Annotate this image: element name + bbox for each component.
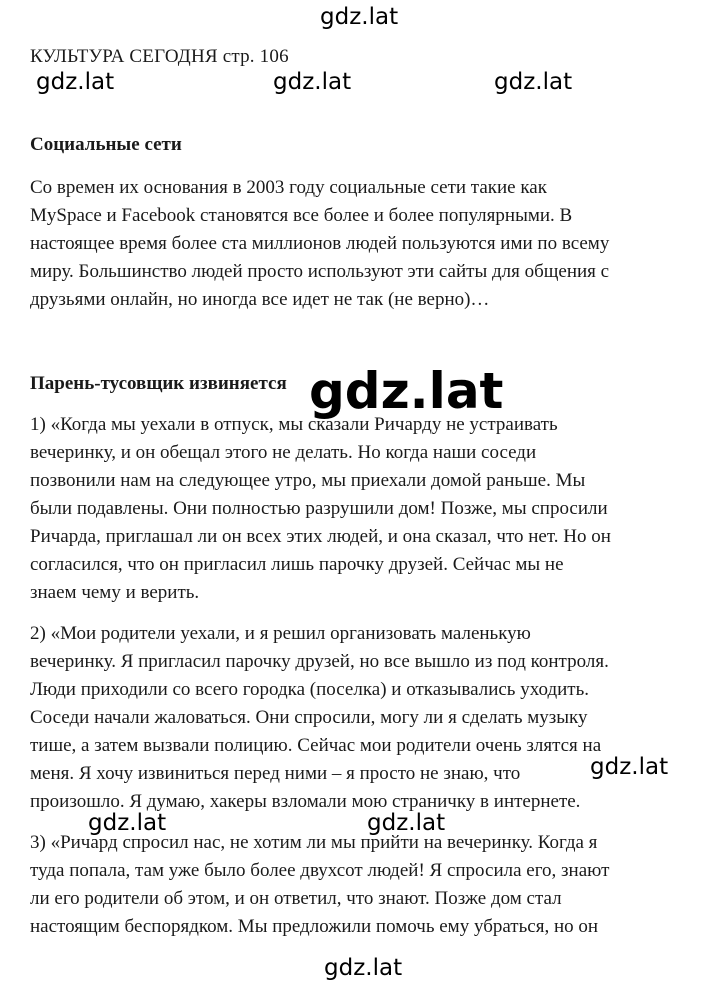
text-line: миру. Большинство людей просто используют эти сайты для общения с bbox=[30, 261, 610, 282]
watermark-row1-left: gdz.lat bbox=[36, 69, 115, 95]
text-line: позвонили нам на следующее утро, мы приехали домой раньше. Мы bbox=[30, 470, 586, 491]
paragraph-3 bbox=[30, 829, 690, 941]
text-line: MySpace и Facebook становятся все более и более популярными. В bbox=[30, 205, 573, 226]
text-line: туда попала, там уже было более двухсот людей! Я спросила его, знают bbox=[30, 860, 610, 881]
watermark-row2-center: gdz.lat bbox=[367, 810, 446, 836]
text-line: Со времен их основания в 2003 году социальные сети такие как bbox=[30, 177, 547, 198]
text-line: Ричарда, приглашал ли он всех этих людей, и она сказал, что нет. Но он bbox=[30, 526, 611, 547]
watermark-large: gdz.lat bbox=[309, 362, 504, 420]
text-line: настоящее время более ста миллионов людей пользуются ими по всему bbox=[30, 233, 610, 254]
text-line: ли его родители об этом, и он ответил, что знают. Позже дом стал bbox=[30, 888, 562, 909]
text-line: 2) «Мои родители уехали, и я решил организовать маленькую bbox=[30, 623, 531, 644]
section-heading-social-networks: Социальные сети bbox=[30, 134, 182, 155]
text-line: настоящим беспорядком. Мы предложили помочь ему убраться, но он bbox=[30, 916, 599, 937]
section-heading-party-boy: Парень-тусовщик извиняется bbox=[30, 373, 287, 394]
text-line: друзьями онлайн, но иногда все идет не так (не верно)… bbox=[30, 289, 490, 310]
watermark-row1-center: gdz.lat bbox=[273, 69, 352, 95]
text-line: произошло. Я думаю, хакеры взломали мою страничку в интернете. bbox=[30, 791, 581, 812]
text-line: тише, а затем вызвали полицию. Сейчас мои родители очень злятся на bbox=[30, 735, 602, 756]
text-line: согласился, что он пригласил лишь парочку друзей. Сейчас мы не bbox=[30, 554, 564, 575]
text-line: 3) «Ричард спросил нас, не хотим ли мы прийти на вечеринку. Когда я bbox=[30, 832, 598, 853]
watermark-right-mid: gdz.lat bbox=[590, 754, 669, 780]
paragraph-1 bbox=[30, 411, 690, 607]
watermark-bottom: gdz.lat bbox=[324, 955, 403, 981]
paragraph-social-networks bbox=[30, 174, 690, 314]
text-line: знаем чему и верить. bbox=[30, 582, 200, 603]
watermark-top: gdz.lat bbox=[320, 4, 399, 30]
page-header: КУЛЬТУРА СЕГОДНЯ стр. 106 bbox=[30, 46, 289, 67]
paragraph-2 bbox=[30, 620, 690, 816]
watermark-row2-left: gdz.lat bbox=[88, 810, 167, 836]
text-line: были подавлены. Они полностью разрушили дом! Позже, мы спросили bbox=[30, 498, 608, 519]
text-line: вечеринку. Я пригласил парочку друзей, но все вышло из под контроля. bbox=[30, 651, 609, 672]
text-line: меня. Я хочу извиниться перед ними – я просто не знаю, что bbox=[30, 763, 521, 784]
text-line: вечеринку, и он обещал этого не делать. Но когда наши соседи bbox=[30, 442, 537, 463]
watermark-row1-right: gdz.lat bbox=[494, 69, 573, 95]
text-line: 1) «Когда мы уехали в отпуск, мы сказали Ричарду не устраивать bbox=[30, 414, 558, 435]
text-line: Соседи начали жаловаться. Они спросили, могу ли я сделать музыку bbox=[30, 707, 588, 728]
text-line: Люди приходили со всего городка (поселка) и отказывались уходить. bbox=[30, 679, 589, 700]
